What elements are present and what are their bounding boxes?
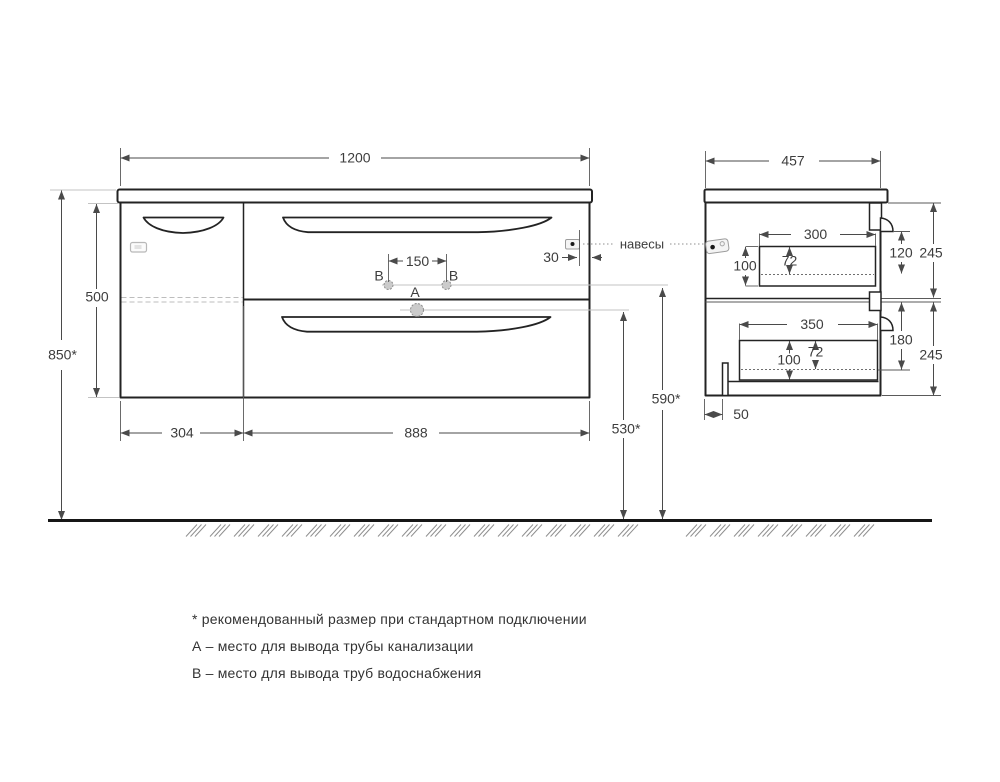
hanger-bracket-icon-side [705, 238, 729, 254]
door-hinge-icon-detail [135, 245, 142, 249]
dim-label-100-upper: 100 [733, 257, 757, 274]
ground-hatching [186, 525, 874, 537]
dim-label-1200: 1200 [339, 149, 371, 166]
dim-label-180: 180 [889, 331, 913, 348]
back-standoff [723, 363, 729, 396]
dim-label-350: 350 [800, 316, 824, 332]
footnote-recommended-size: * рекомендованный размер при стандартном подключении [192, 611, 587, 627]
footnote-point-b: В – место для вывода труб водоснабжения [192, 665, 482, 681]
hangers-callout [583, 237, 704, 252]
dim-label-304: 304 [170, 424, 194, 441]
dim-overall-depth [706, 151, 881, 188]
dim-label-850: 850* [48, 346, 77, 363]
dim-label-530: 530* [611, 420, 641, 437]
dim-upper-drawer-height [733, 247, 758, 287]
dim-upper-hanger-offset [889, 232, 913, 274]
drain-point-label: A [410, 284, 420, 300]
dim-label-30: 30 [543, 249, 559, 265]
dim-label-120: 120 [889, 244, 913, 261]
countertop-side [705, 190, 888, 203]
side-view [705, 190, 942, 396]
dim-label-500: 500 [85, 288, 109, 305]
dim-lower-hanger-offset [878, 303, 913, 371]
dim-overall-height [48, 190, 116, 520]
hanger-bracket-body [705, 238, 729, 254]
dim-label-50: 50 [733, 406, 749, 422]
ground [48, 521, 932, 537]
upper-handle-profile [881, 218, 894, 232]
hangers-label: навесы [619, 236, 665, 252]
lower-drawer-handle-recess [282, 317, 551, 332]
dim-label-457: 457 [781, 152, 805, 169]
dim-water-height [652, 288, 681, 519]
dim-label-888: 888 [404, 424, 428, 441]
water-point-label-left: B [374, 267, 384, 284]
lower-handle-profile [881, 317, 894, 331]
dim-label-72-lower: 72 [807, 343, 824, 360]
drain-point [411, 304, 424, 317]
dim-lower-section-height [882, 303, 943, 396]
door-handle-recess [144, 218, 224, 234]
dim-lower-drawer-depth [740, 316, 878, 340]
dim-cabinet-height [85, 204, 119, 398]
dim-label-72-upper: 72 [781, 252, 798, 269]
dim-water-spacing [389, 253, 447, 282]
dim-label-150: 150 [405, 253, 430, 269]
upper-drawer-box [760, 247, 876, 287]
upper-drawer-handle-recess [283, 218, 552, 233]
footnote-point-a: А – место для вывода трубы канализации [192, 638, 474, 654]
dim-drain-height [612, 312, 641, 519]
hanger-bracket-dot-front [571, 242, 575, 246]
dim-label-590: 590* [651, 390, 681, 407]
dim-label-245-lower: 245 [919, 346, 943, 363]
dim-label-245-upper: 245 [919, 244, 943, 261]
dim-upper-drawer-depth [760, 226, 876, 246]
lower-front-rail [870, 292, 882, 311]
dim-back-clearance [705, 399, 749, 422]
dim-label-300: 300 [803, 226, 828, 242]
dim-overall-width [121, 148, 590, 186]
upper-front-rail [870, 203, 882, 230]
dim-label-100-lower: 100 [777, 351, 801, 368]
water-point-label-right: B [448, 267, 459, 284]
countertop-front [118, 190, 593, 203]
footnotes [192, 606, 587, 687]
front-view [118, 190, 669, 398]
